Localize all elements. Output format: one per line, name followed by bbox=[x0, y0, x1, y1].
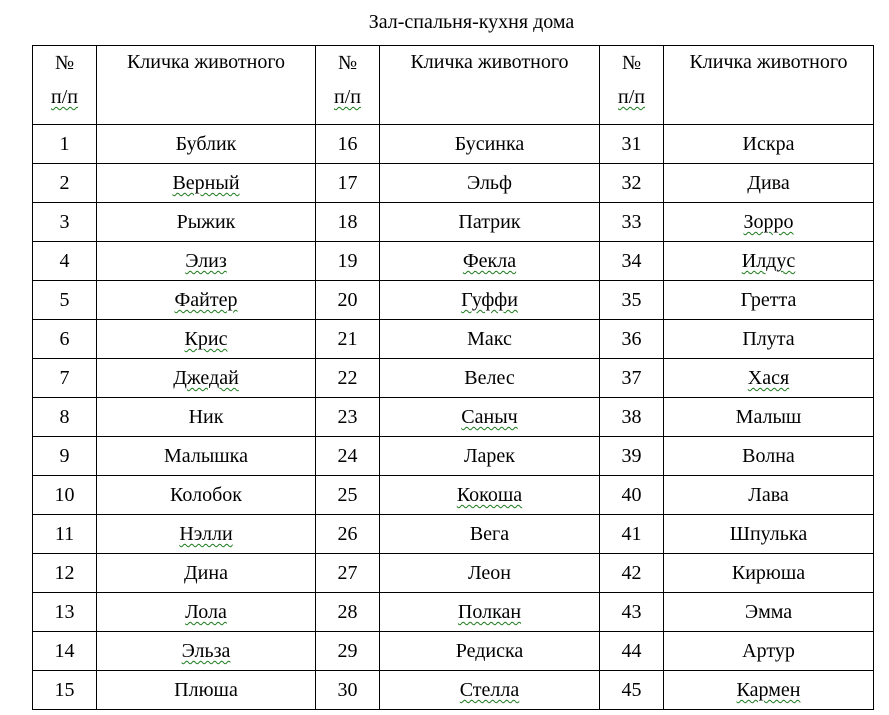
cell-number: 4 bbox=[33, 242, 97, 281]
cell-number: 39 bbox=[600, 437, 664, 476]
table-row bbox=[33, 476, 874, 515]
cell-pet-name: Макс bbox=[380, 320, 600, 359]
cell-pet-name: Волна bbox=[664, 437, 874, 476]
cell-pet-name: Эльза bbox=[97, 632, 316, 671]
cell-number: 27 bbox=[316, 554, 380, 593]
cell-pet-name: Вега bbox=[380, 515, 600, 554]
cell-pet-name: Рыжик bbox=[97, 203, 316, 242]
cell-number: 10 bbox=[33, 476, 97, 515]
cell-pet-name: Малышка bbox=[97, 437, 316, 476]
cell-pet-name: Верный bbox=[97, 164, 316, 203]
cell-pet-name: Искра bbox=[664, 125, 874, 164]
cell-number: 30 bbox=[316, 671, 380, 710]
cell-number: 28 bbox=[316, 593, 380, 632]
cell-pet-name: Фекла bbox=[380, 242, 600, 281]
cell-number: 37 bbox=[600, 359, 664, 398]
cell-pet-name: Шпулька bbox=[664, 515, 874, 554]
cell-number: 12 bbox=[33, 554, 97, 593]
table-header-row bbox=[33, 46, 874, 125]
cell-number: 31 bbox=[600, 125, 664, 164]
cell-number: 43 bbox=[600, 593, 664, 632]
cell-number: 17 bbox=[316, 164, 380, 203]
cell-number: 26 bbox=[316, 515, 380, 554]
cell-number: 20 bbox=[316, 281, 380, 320]
cell-pet-name: Кирюша bbox=[664, 554, 874, 593]
cell-pet-name: Гуффи bbox=[380, 281, 600, 320]
table-row bbox=[33, 203, 874, 242]
cell-number: 21 bbox=[316, 320, 380, 359]
cell-number: 41 bbox=[600, 515, 664, 554]
cell-pet-name: Плута bbox=[664, 320, 874, 359]
cell-pet-name: Нэлли bbox=[97, 515, 316, 554]
cell-pet-name: Велес bbox=[380, 359, 600, 398]
cell-pet-name: Илдус bbox=[664, 242, 874, 281]
cell-pet-name: Крис bbox=[97, 320, 316, 359]
cell-number: 44 bbox=[600, 632, 664, 671]
cell-pet-name: Джедай bbox=[97, 359, 316, 398]
cell-number: 34 bbox=[600, 242, 664, 281]
cell-number: 3 bbox=[33, 203, 97, 242]
cell-number: 33 bbox=[600, 203, 664, 242]
cell-pet-name: Гретта bbox=[664, 281, 874, 320]
cell-pet-name: Файтер bbox=[97, 281, 316, 320]
table-row bbox=[33, 398, 874, 437]
table-row bbox=[33, 632, 874, 671]
cell-number: 38 bbox=[600, 398, 664, 437]
cell-number: 36 bbox=[600, 320, 664, 359]
cell-number: 9 bbox=[33, 437, 97, 476]
header-pet-name: Кличка животного bbox=[380, 46, 600, 125]
table-row bbox=[33, 359, 874, 398]
cell-number: 1 bbox=[33, 125, 97, 164]
cell-pet-name: Лава bbox=[664, 476, 874, 515]
header-pet-name: Кличка животного bbox=[97, 46, 316, 125]
table-row bbox=[33, 554, 874, 593]
table-row bbox=[33, 164, 874, 203]
cell-pet-name: Плюша bbox=[97, 671, 316, 710]
cell-number: 8 bbox=[33, 398, 97, 437]
cell-number: 11 bbox=[33, 515, 97, 554]
cell-pet-name: Ник bbox=[97, 398, 316, 437]
cell-pet-name: Артур bbox=[664, 632, 874, 671]
header-number: № п/п bbox=[600, 46, 664, 125]
cell-number: 18 bbox=[316, 203, 380, 242]
cell-number: 19 bbox=[316, 242, 380, 281]
cell-pet-name: Малыш bbox=[664, 398, 874, 437]
cell-pet-name: Леон bbox=[380, 554, 600, 593]
cell-number: 42 bbox=[600, 554, 664, 593]
cell-number: 29 bbox=[316, 632, 380, 671]
cell-number: 2 bbox=[33, 164, 97, 203]
cell-number: 14 bbox=[33, 632, 97, 671]
cell-pet-name: Полкан bbox=[380, 593, 600, 632]
cell-number: 22 bbox=[316, 359, 380, 398]
cell-number: 15 bbox=[33, 671, 97, 710]
cell-pet-name: Патрик bbox=[380, 203, 600, 242]
cell-pet-name: Кокоша bbox=[380, 476, 600, 515]
cell-pet-name: Эльф bbox=[380, 164, 600, 203]
cell-number: 23 bbox=[316, 398, 380, 437]
cell-number: 16 bbox=[316, 125, 380, 164]
table-row bbox=[33, 242, 874, 281]
cell-number: 7 bbox=[33, 359, 97, 398]
header-number: № п/п bbox=[316, 46, 380, 125]
cell-pet-name: Бублик bbox=[97, 125, 316, 164]
table-row bbox=[33, 593, 874, 632]
document-title: Зал-спальня-кухня дома bbox=[368, 11, 575, 33]
cell-number: 35 bbox=[600, 281, 664, 320]
cell-number: 6 bbox=[33, 320, 97, 359]
table-row bbox=[33, 281, 874, 320]
cell-number: 13 bbox=[33, 593, 97, 632]
cell-pet-name: Эмма bbox=[664, 593, 874, 632]
cell-pet-name: Зорро bbox=[664, 203, 874, 242]
cell-pet-name: Дива bbox=[664, 164, 874, 203]
table-row bbox=[33, 515, 874, 554]
cell-number: 32 bbox=[600, 164, 664, 203]
cell-pet-name: Колобок bbox=[97, 476, 316, 515]
cell-pet-name: Редиска bbox=[380, 632, 600, 671]
header-pet-name: Кличка животного bbox=[664, 46, 874, 125]
pets-table bbox=[32, 45, 874, 710]
cell-pet-name: Стелла bbox=[380, 671, 600, 710]
cell-pet-name: Лола bbox=[97, 593, 316, 632]
table-row bbox=[33, 671, 874, 710]
header-number: № п/п bbox=[33, 46, 97, 125]
table-row bbox=[33, 125, 874, 164]
cell-pet-name: Саныч bbox=[380, 398, 600, 437]
cell-pet-name: Ларек bbox=[380, 437, 600, 476]
cell-number: 25 bbox=[316, 476, 380, 515]
cell-pet-name: Бусинка bbox=[380, 125, 600, 164]
cell-number: 40 bbox=[600, 476, 664, 515]
cell-pet-name: Хася bbox=[664, 359, 874, 398]
table-row bbox=[33, 437, 874, 476]
cell-number: 24 bbox=[316, 437, 380, 476]
table-row bbox=[33, 320, 874, 359]
cell-number: 5 bbox=[33, 281, 97, 320]
cell-number: 45 bbox=[600, 671, 664, 710]
cell-pet-name: Элиз bbox=[97, 242, 316, 281]
cell-pet-name: Кармен bbox=[664, 671, 874, 710]
cell-pet-name: Дина bbox=[97, 554, 316, 593]
